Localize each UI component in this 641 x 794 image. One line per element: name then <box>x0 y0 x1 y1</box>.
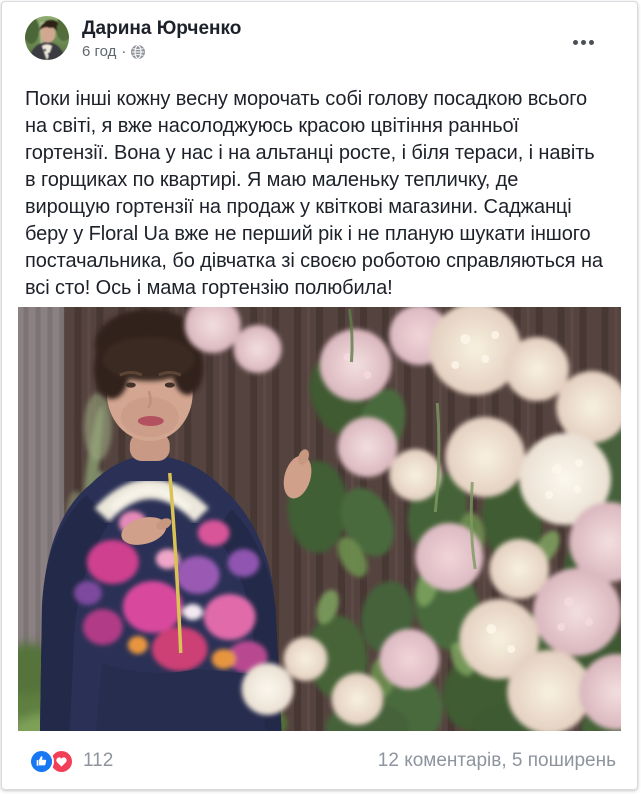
reaction-count[interactable]: 112 <box>83 750 114 771</box>
comments-shares-summary[interactable]: 12 коментарів, 5 поширень <box>377 750 616 771</box>
photo-illustration <box>18 307 621 731</box>
post-header <box>2 2 637 60</box>
reaction-counts[interactable] <box>29 749 113 774</box>
timestamp[interactable]: 6 год <box>82 43 117 60</box>
post-meta[interactable] <box>82 43 241 60</box>
avatar[interactable] <box>25 16 69 60</box>
post-body: Поки інші кожну весну морочать собі голову посадкою всього на світі, я вже насолоджуюсь красою цвітіння ранньої гортензії. Вона у нас і на альтанці росте, і біля тераси, і навіть в горщиках по квартирі. Я маю маленьку тепличку, де вирощую гортензії на продаж у квіткові магазини. Саджанці беру у Floral Ua вже не перший рік і не планую шукати іншого постачальника, бо дівчатка зі своєю роботою справляються на всі сто! Ось і мама гортензію полюбила! <box>25 88 609 299</box>
facebook-post-card <box>1 1 638 790</box>
header-text <box>82 16 241 60</box>
ellipsis-icon[interactable] <box>569 36 598 49</box>
meta-separator: · <box>121 43 127 60</box>
post-photo[interactable] <box>18 307 621 731</box>
globe-icon <box>131 45 145 59</box>
post-footer <box>2 731 637 790</box>
avatar-illustration <box>25 16 69 60</box>
reaction-icons <box>29 749 74 774</box>
like-icon[interactable] <box>29 749 54 774</box>
author-name[interactable]: Дарина Юрченко <box>82 18 242 39</box>
